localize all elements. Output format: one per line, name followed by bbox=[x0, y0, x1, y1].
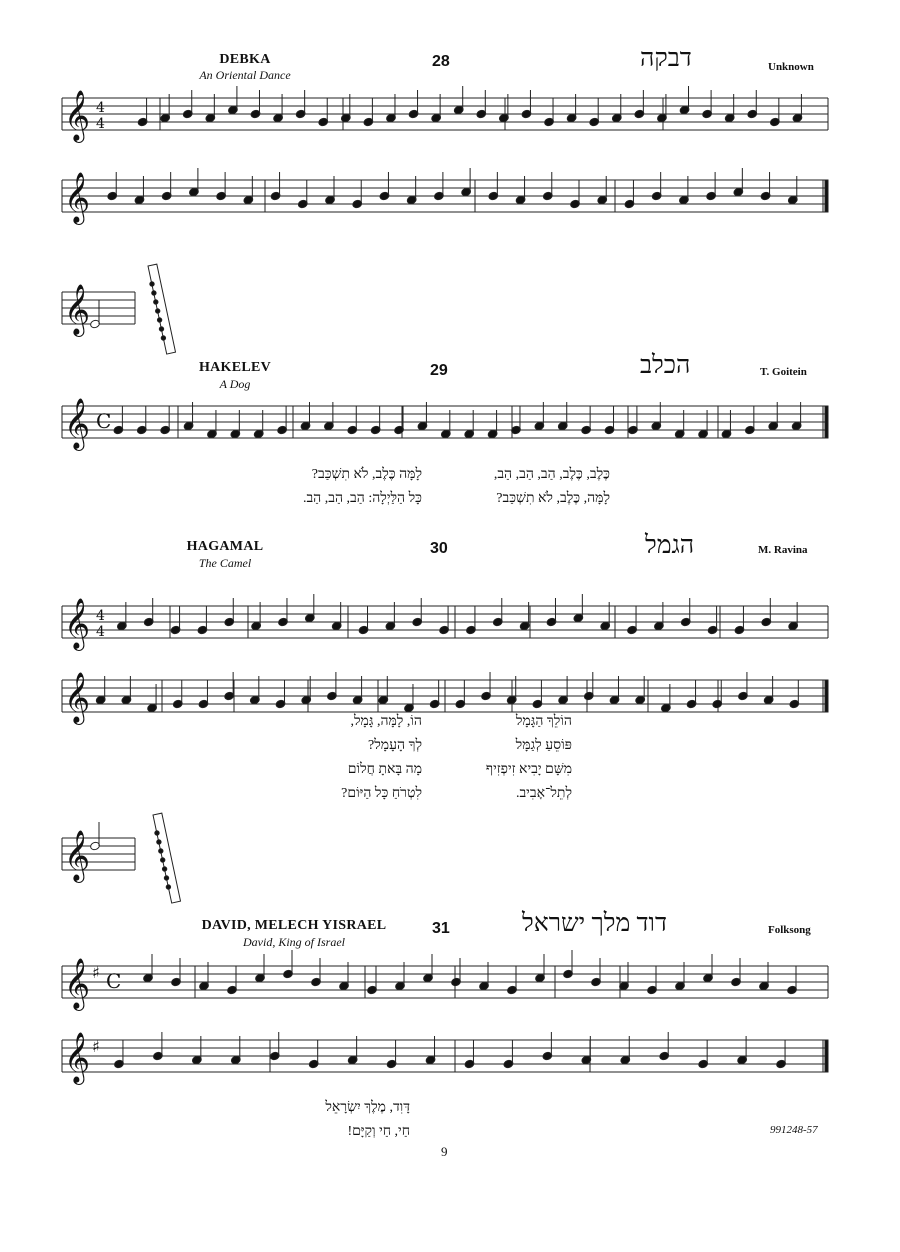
flute-hole bbox=[152, 291, 156, 295]
treble-clef: 𝄞 bbox=[64, 598, 91, 649]
time-signature: C bbox=[96, 409, 112, 433]
song-28-title: DEBKA bbox=[219, 52, 271, 67]
key-signature: ♯ bbox=[92, 963, 100, 982]
final-bar bbox=[825, 680, 828, 712]
flute-icon bbox=[148, 264, 176, 354]
lyric-line: לְתֵל־אָבִיב. bbox=[515, 786, 572, 801]
song-29-hebrew-title: הכלב bbox=[640, 352, 691, 379]
time-signature: 4 bbox=[96, 608, 105, 624]
lyric-line: כֶּלֶב, כֶּלֶב, הַב, הַב, הַב, bbox=[493, 467, 610, 482]
lyric-line: חַי, חַי וְקַיָּם! bbox=[347, 1124, 410, 1139]
time-signature: 4 bbox=[96, 116, 105, 132]
treble-clef: 𝄞 bbox=[64, 284, 91, 335]
lyric-line: דָּוִד, מֶלֶךְ יִשְׂרָאֵל bbox=[325, 1100, 410, 1115]
song-30-lyrics-left bbox=[341, 710, 422, 806]
song-30-subtitle: The Camel bbox=[198, 556, 252, 570]
song-31-lyrics bbox=[325, 1096, 410, 1144]
flute-hole bbox=[155, 831, 159, 835]
treble-clef: 𝄞 bbox=[64, 1032, 91, 1083]
treble-clef: 𝄞 bbox=[64, 672, 91, 723]
treble-clef: 𝄞 bbox=[64, 398, 91, 449]
flute-hole bbox=[157, 318, 161, 322]
song-30-lyrics-right bbox=[486, 710, 572, 806]
flute-hole bbox=[159, 327, 163, 331]
lyric-line: לְךָ הָעָמָל? bbox=[368, 738, 422, 753]
final-bar bbox=[825, 180, 828, 212]
lyric-line: לָמָּה, כֶּלֶב, לֹא תִשְׁכַּב? bbox=[496, 491, 610, 506]
song-29-number: 29 bbox=[430, 362, 448, 379]
lyric-line: פּוֹסֵעַ לְגַמָּל bbox=[515, 738, 572, 753]
final-bar bbox=[825, 406, 828, 438]
page-number: 9 bbox=[441, 1144, 448, 1159]
song-28-composer: Unknown bbox=[768, 61, 814, 73]
lyric-line: הוֹ, לָמָּה, גָּמָל, bbox=[350, 714, 422, 729]
song-29-composer: T. Goitein bbox=[760, 366, 807, 378]
lyric-line: לָמָּה כֶּלֶב, לֹא תִשְׁכַּב? bbox=[311, 467, 422, 482]
lyric-line: מִשָּׁם יָבִיא זִיפְזִיף bbox=[485, 762, 572, 777]
song-31-hebrew-title: דוד מלך ישראל bbox=[522, 910, 667, 937]
song-30-composer: M. Ravina bbox=[758, 544, 808, 556]
song-31-number: 31 bbox=[432, 920, 450, 937]
key-signature: ♯ bbox=[92, 1037, 100, 1056]
song-30-title: HAGAMAL bbox=[186, 539, 264, 554]
flute-hole bbox=[161, 858, 165, 862]
song-29-subtitle: A Dog bbox=[219, 377, 251, 391]
flute-hole bbox=[161, 336, 165, 340]
flute-hole bbox=[154, 300, 158, 304]
treble-clef: 𝄞 bbox=[64, 830, 91, 881]
song-28-hebrew-title: דבקה bbox=[640, 45, 692, 72]
flute-hole bbox=[164, 876, 168, 880]
flute-hole bbox=[159, 849, 163, 853]
lyric-line: מָה בָּאתָ חֲלוֹם bbox=[347, 762, 422, 777]
song-31-title: DAVID, MELECH YISRAEL bbox=[201, 918, 387, 933]
song-31-subtitle: David, King of Israel bbox=[243, 935, 345, 949]
lyric-line: כָּל הַלַּיְלָה: הַב, הַב, הַב. bbox=[302, 491, 422, 506]
time-signature: 4 bbox=[96, 100, 105, 116]
flute-hole bbox=[156, 309, 160, 313]
flute-hole bbox=[162, 867, 166, 871]
song-29-title: HAKELEV bbox=[198, 360, 272, 375]
song-28-subtitle: An Oriental Dance bbox=[199, 68, 291, 82]
song-29-lyrics-right bbox=[494, 463, 610, 511]
treble-clef: 𝄞 bbox=[64, 958, 91, 1009]
flute-hole bbox=[166, 885, 170, 889]
flute-hole bbox=[157, 840, 161, 844]
song-30-hebrew-title: הגמל bbox=[645, 532, 695, 559]
final-bar bbox=[825, 1040, 828, 1072]
song-30-number: 30 bbox=[430, 540, 448, 557]
time-signature: C bbox=[106, 969, 122, 993]
song-28-number: 28 bbox=[432, 53, 450, 70]
lyric-line: לִטְרֹחַ כָּל הַיּוֹם? bbox=[341, 786, 422, 801]
catalog-number: 991248-57 bbox=[770, 1124, 818, 1136]
song-31-composer: Folksong bbox=[768, 924, 811, 936]
song-29-lyrics-left bbox=[303, 463, 422, 511]
treble-clef: 𝄞 bbox=[64, 172, 91, 223]
lyric-line: הוֹלֵךְ הַגָּמָל bbox=[515, 714, 572, 729]
time-signature: 4 bbox=[96, 624, 105, 640]
flute-icon bbox=[153, 813, 181, 903]
treble-clef: 𝄞 bbox=[64, 90, 91, 141]
flute-hole bbox=[150, 282, 154, 286]
